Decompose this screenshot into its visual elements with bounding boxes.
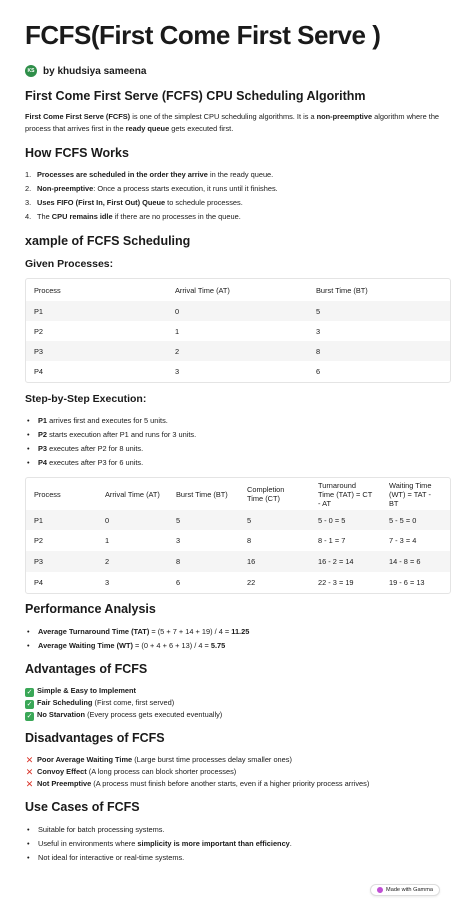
cross-mark-icon: ✕	[25, 767, 34, 777]
author-name: by khudsiya sameena	[43, 65, 147, 77]
advantage-item: ✓ Simple & Easy to Implement	[26, 686, 136, 696]
step-heading: Step-by-Step Execution:	[25, 393, 147, 405]
example-heading: xample of FCFS Scheduling	[25, 234, 191, 248]
disadvantages-heading: Disadvantages of FCFS	[25, 731, 165, 745]
intro-text-2: algorithm where the process that arrives first in the	[25, 112, 440, 133]
intro-heading: First Come First Serve (FCFS) CPU Scheduling Algorithm	[25, 89, 366, 103]
step-item: • P3 executes after P2 for 8 units.	[25, 444, 143, 453]
badge-label: Made with Gamma	[386, 887, 433, 893]
step-item: • P1 arrives first and executes for 5 units.	[25, 416, 168, 425]
table-row: P4 3 6	[34, 367, 321, 376]
table-header-row: Process Arrival Time (AT) Burst Time (BT) Completion Time (CT) Turnaround Time (TAT) = CT - AT Waiting Time (WT) = TAT - BT	[34, 480, 432, 508]
check-mark-icon: ✓	[26, 713, 33, 720]
step-item: • P4 executes after P3 for 6 units.	[25, 458, 143, 467]
use-case-item: • Useful in environments where simplicity is more important than efficiency.	[25, 839, 292, 848]
check-mark-icon: ✓	[26, 701, 33, 708]
processes-table	[25, 278, 451, 383]
avatar: KS	[25, 65, 37, 77]
table-row: P3 2 8	[26, 341, 450, 361]
how-item: 3. Uses FIFO (First In, First Out) Queue to schedule processes.	[25, 198, 243, 207]
use-case-item: • Not ideal for interactive or real-time systems.	[25, 853, 184, 862]
how-item: 4. The CPU remains idle if there are no processes in the queue.	[25, 212, 241, 221]
disadvantage-item: ✕ Convoy Effect (A long process can block shorter processes)	[25, 767, 237, 777]
check-mark-icon: ✓	[26, 689, 33, 696]
how-item: 2. Non-preemptive: Once a process starts execution, it runs until it finishes.	[25, 184, 278, 193]
gamma-logo-icon	[377, 887, 383, 893]
performance-heading: Performance Analysis	[25, 602, 156, 616]
intro-text-3: gets executed first.	[169, 124, 234, 133]
table-header-row: Process Arrival Time (AT) Burst Time (BT)	[34, 285, 368, 295]
given-processes-heading: Given Processes:	[25, 258, 114, 270]
cross-mark-icon: ✕	[25, 779, 34, 789]
disadvantage-item: ✕ Poor Average Waiting Time (Large burst time processes delay smaller ones)	[25, 755, 292, 765]
performance-item: • Average Turnaround Time (TAT) = (5 + 7 + 14 + 19) / 4 = 11.25	[25, 627, 249, 636]
table-row: P4 3 6 22 22 - 3 = 19 19 - 6 = 13	[34, 578, 425, 587]
how-heading: How FCFS Works	[25, 146, 129, 160]
intro-text-1: is one of the simplest CPU scheduling algorithms. It is a	[130, 112, 317, 121]
step-item: • P2 starts execution after P1 and runs for 3 units.	[25, 430, 196, 439]
performance-item: • Average Waiting Time (WT) = (0 + 4 + 6 + 13) / 4 = 5.75	[25, 641, 225, 650]
table-row: P2 1 3 8 8 - 1 = 7 7 - 3 = 4	[34, 536, 417, 545]
intro-strong-2: non-preemptive	[316, 112, 373, 121]
cross-mark-icon: ✕	[25, 755, 34, 765]
intro-paragraph	[25, 111, 449, 135]
table-row: P1 0 5	[26, 301, 450, 321]
table-row: P3 2 8 16 16 - 2 = 14 14 - 8 = 6	[26, 551, 450, 572]
use-case-item: • Suitable for batch processing systems.	[25, 825, 165, 834]
author-line	[25, 65, 146, 77]
use-cases-heading: Use Cases of FCFS	[25, 800, 140, 814]
execution-table	[25, 477, 451, 594]
table-row: P2 1 3	[34, 326, 321, 336]
made-with-gamma-badge[interactable]	[370, 884, 440, 896]
intro-strong-1: First Come First Serve (FCFS)	[25, 112, 131, 121]
disadvantage-item: ✕ Not Preemptive (A process must finish before another starts, even if a higher priority process arrives)	[25, 779, 370, 789]
advantage-item: ✓ No Starvation (Every process gets executed eventually)	[26, 710, 223, 720]
how-item: 1. Processes are scheduled in the order they arrive in the ready queue.	[25, 170, 274, 179]
page-title: FCFS(First Come First Serve )	[25, 20, 381, 50]
table-row: P1 0 5 5 5 - 0 = 5 5 - 5 = 0	[26, 510, 450, 530]
intro-strong-3: ready queue	[125, 124, 170, 133]
advantage-item: ✓ Fair Scheduling (First come, first served)	[26, 698, 175, 708]
advantages-heading: Advantages of FCFS	[25, 662, 148, 676]
